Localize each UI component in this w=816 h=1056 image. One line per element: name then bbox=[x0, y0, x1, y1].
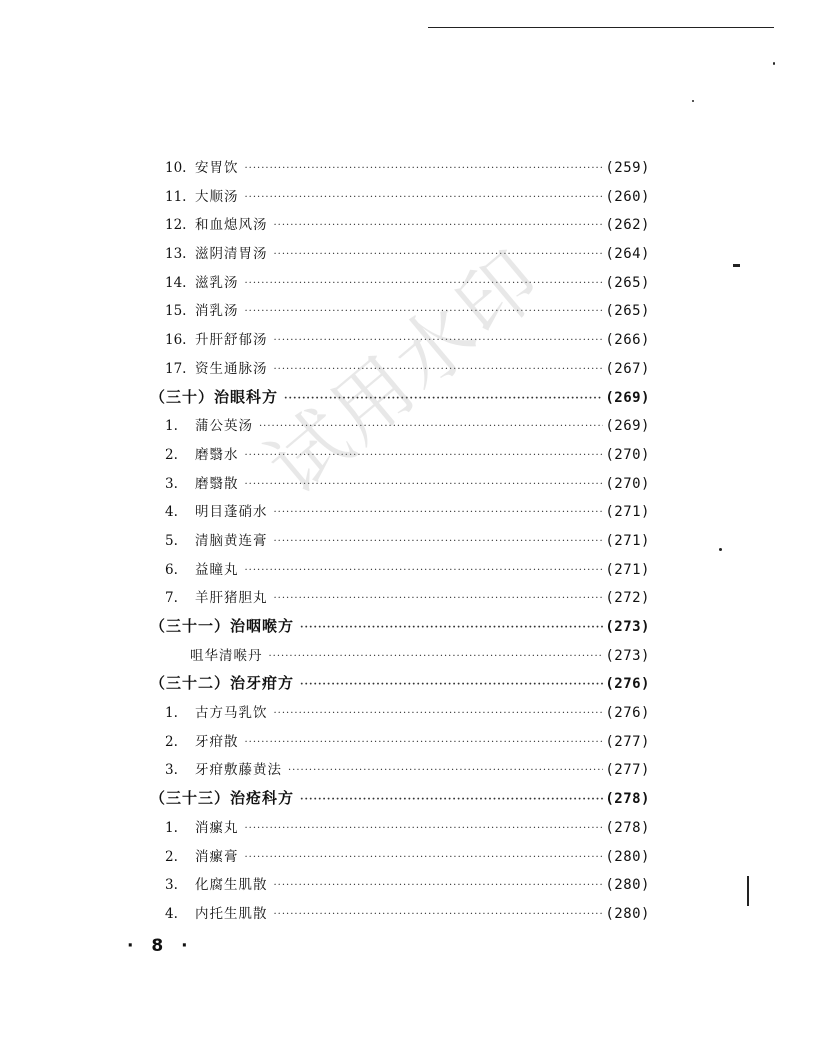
toc-entry-title: 安胃饮 bbox=[195, 160, 239, 176]
toc-entry-number: 4. bbox=[165, 504, 178, 521]
toc-entry-title: 升肝舒郁汤 bbox=[195, 332, 268, 349]
dot-leader bbox=[245, 163, 604, 174]
dot-leader bbox=[288, 765, 603, 776]
toc-entry-number: 2. bbox=[165, 848, 178, 865]
dot-leader bbox=[300, 622, 603, 633]
dot-leader bbox=[269, 651, 604, 662]
dot-leader bbox=[274, 880, 604, 891]
toc-entry-title: 明目蓬硝水 bbox=[195, 504, 268, 521]
toc-entry bbox=[150, 357, 650, 386]
scan-speck bbox=[733, 264, 740, 267]
toc-entry-number: 2. bbox=[165, 446, 178, 463]
toc-entry-number: 1. bbox=[165, 418, 178, 435]
toc-page-number: (276) bbox=[605, 676, 650, 693]
toc-entry-title: 滋阴清胃汤 bbox=[195, 246, 268, 263]
toc-entry bbox=[150, 644, 650, 673]
toc-page-number: (280) bbox=[605, 848, 650, 865]
toc-entry-number: 15. bbox=[165, 303, 187, 320]
toc-page-number: (265) bbox=[605, 303, 650, 320]
page-number: · 8 · bbox=[127, 936, 194, 956]
dot-leader bbox=[274, 364, 604, 375]
dot-leader bbox=[274, 507, 604, 518]
toc-page-number: (278) bbox=[605, 791, 650, 808]
toc-section-heading bbox=[150, 615, 650, 644]
toc-page-number: (280) bbox=[605, 905, 650, 922]
toc-entry-number: 1. bbox=[165, 705, 178, 722]
dot-leader bbox=[274, 220, 604, 231]
toc-entry-title: 牙疳敷藤黄法 bbox=[195, 762, 282, 779]
toc-entry-number: 11. bbox=[165, 188, 187, 205]
scan-speck bbox=[692, 100, 694, 102]
toc-entry bbox=[150, 242, 650, 271]
toc-entry-title: 消瘰丸 bbox=[195, 819, 239, 836]
toc-entry-number: 13. bbox=[165, 246, 187, 263]
toc-entry bbox=[150, 586, 650, 615]
toc-page-number: (262) bbox=[605, 217, 650, 234]
dot-leader bbox=[274, 909, 604, 920]
dot-leader bbox=[300, 794, 603, 805]
toc-entry-title: 蒲公英汤 bbox=[195, 418, 253, 435]
toc-page-number: (276) bbox=[605, 705, 650, 722]
dot-leader bbox=[245, 278, 604, 289]
toc-entry-title: （三十）治眼科方 bbox=[150, 387, 279, 406]
toc-entry bbox=[150, 213, 650, 242]
toc-page-number: (277) bbox=[605, 733, 650, 750]
toc-entry-title: （三十一）治咽喉方 bbox=[150, 617, 295, 635]
toc-page-number: (277) bbox=[605, 762, 650, 779]
toc-entry-title: 磨翳水 bbox=[195, 446, 239, 463]
toc-entry bbox=[150, 845, 650, 874]
toc-entry-title: 化腐生肌散 bbox=[195, 877, 268, 894]
toc-page-number: (266) bbox=[605, 332, 650, 349]
toc-entry-title: 滋乳汤 bbox=[195, 274, 239, 291]
dot-leader bbox=[300, 679, 603, 690]
dot-leader bbox=[245, 737, 604, 748]
toc-entry bbox=[150, 902, 650, 931]
toc-page-number: (280) bbox=[605, 877, 650, 894]
toc-entry-number: 10. bbox=[165, 160, 187, 176]
toc-entry-number: 4. bbox=[165, 905, 178, 922]
toc-page-number: (271) bbox=[605, 561, 650, 578]
toc-page-number: (265) bbox=[605, 274, 650, 291]
scan-speck bbox=[719, 548, 722, 551]
toc-entry-number: 6. bbox=[165, 561, 178, 578]
toc-page-number: (264) bbox=[605, 246, 650, 263]
toc-entry bbox=[150, 156, 650, 185]
table-of-contents bbox=[150, 156, 650, 931]
toc-section-heading bbox=[150, 386, 650, 415]
dot-leader bbox=[274, 536, 604, 547]
toc-entry bbox=[150, 443, 650, 472]
dot-leader bbox=[274, 335, 604, 346]
toc-section-heading bbox=[150, 672, 650, 701]
toc-entry-number: 17. bbox=[165, 360, 187, 377]
toc-entry-title: 消瘰膏 bbox=[195, 848, 239, 865]
toc-entry-title: 羊肝猪胆丸 bbox=[195, 590, 268, 607]
toc-entry bbox=[150, 472, 650, 501]
toc-entry-number: 1. bbox=[165, 819, 178, 836]
dot-leader bbox=[274, 249, 604, 260]
toc-entry-number: 3. bbox=[165, 877, 178, 894]
toc-page-number: (269) bbox=[605, 418, 650, 435]
top-rule bbox=[428, 27, 774, 28]
toc-entry bbox=[150, 328, 650, 357]
toc-entry-title: 和血熄风汤 bbox=[195, 217, 268, 234]
toc-entry-number: 7. bbox=[165, 590, 178, 607]
toc-page-number: (271) bbox=[605, 532, 650, 549]
dot-leader bbox=[245, 306, 604, 317]
toc-section-heading bbox=[150, 787, 650, 816]
dot-leader bbox=[245, 479, 604, 490]
toc-page-number: (270) bbox=[605, 475, 650, 492]
toc-entry-title: 清脑黄连膏 bbox=[195, 532, 268, 549]
dot-leader bbox=[245, 192, 604, 203]
toc-entry-title: 牙疳散 bbox=[195, 733, 239, 750]
toc-page-number: (269) bbox=[605, 389, 650, 406]
toc-page-number: (272) bbox=[605, 590, 650, 607]
toc-page-number: (260) bbox=[605, 188, 650, 205]
toc-page-number: (267) bbox=[605, 360, 650, 377]
toc-entry bbox=[150, 816, 650, 845]
toc-entry bbox=[150, 701, 650, 730]
toc-page-number: (273) bbox=[605, 619, 650, 635]
dot-leader bbox=[284, 393, 603, 404]
toc-page-number: (278) bbox=[605, 819, 650, 836]
toc-entry bbox=[150, 558, 650, 587]
toc-entry-title: 资生通脉汤 bbox=[195, 360, 268, 377]
dot-leader bbox=[259, 421, 603, 432]
toc-entry bbox=[150, 873, 650, 902]
toc-entry-number: 16. bbox=[165, 332, 187, 349]
toc-entry-number: 3. bbox=[165, 762, 178, 779]
toc-page-number: (259) bbox=[605, 160, 650, 176]
toc-page-number: (271) bbox=[605, 504, 650, 521]
toc-entry-number: 2. bbox=[165, 733, 178, 750]
dot-leader bbox=[245, 823, 604, 834]
toc-entry bbox=[150, 414, 650, 443]
toc-entry bbox=[150, 529, 650, 558]
toc-entry-title: 磨翳散 bbox=[195, 475, 239, 492]
toc-entry bbox=[150, 500, 650, 529]
dot-leader bbox=[245, 565, 604, 576]
toc-entry bbox=[150, 271, 650, 300]
toc-entry-title: 大顺汤 bbox=[195, 188, 239, 205]
toc-entry bbox=[150, 730, 650, 759]
watermark: 试用水印 bbox=[251, 232, 561, 513]
toc-entry-number: 3. bbox=[165, 475, 178, 492]
toc-entry-title: （三十三）治疮科方 bbox=[150, 789, 295, 808]
toc-entry-number: 5. bbox=[165, 532, 178, 549]
toc-page-number: (273) bbox=[605, 647, 650, 664]
dot-leader bbox=[245, 450, 604, 461]
scan-speck bbox=[773, 62, 775, 65]
toc-entry-title: 益瞳丸 bbox=[195, 561, 239, 578]
toc-entry-title: 消乳汤 bbox=[195, 303, 239, 320]
toc-entry-title: 古方马乳饮 bbox=[195, 705, 268, 722]
toc-entry bbox=[150, 185, 650, 214]
toc-entry-number: 12. bbox=[165, 217, 187, 234]
toc-page-number: (270) bbox=[605, 446, 650, 463]
dot-leader bbox=[245, 852, 604, 863]
toc-entry-number: 14. bbox=[165, 274, 187, 291]
scan-mark bbox=[747, 876, 749, 906]
toc-entry bbox=[150, 758, 650, 787]
toc-entry bbox=[150, 299, 650, 328]
dot-leader bbox=[274, 593, 604, 604]
toc-entry-title: （三十二）治牙疳方 bbox=[150, 674, 295, 693]
dot-leader bbox=[274, 708, 604, 719]
toc-entry-title: 咀华清喉丹 bbox=[190, 647, 263, 664]
toc-entry-title: 内托生肌散 bbox=[195, 905, 268, 922]
